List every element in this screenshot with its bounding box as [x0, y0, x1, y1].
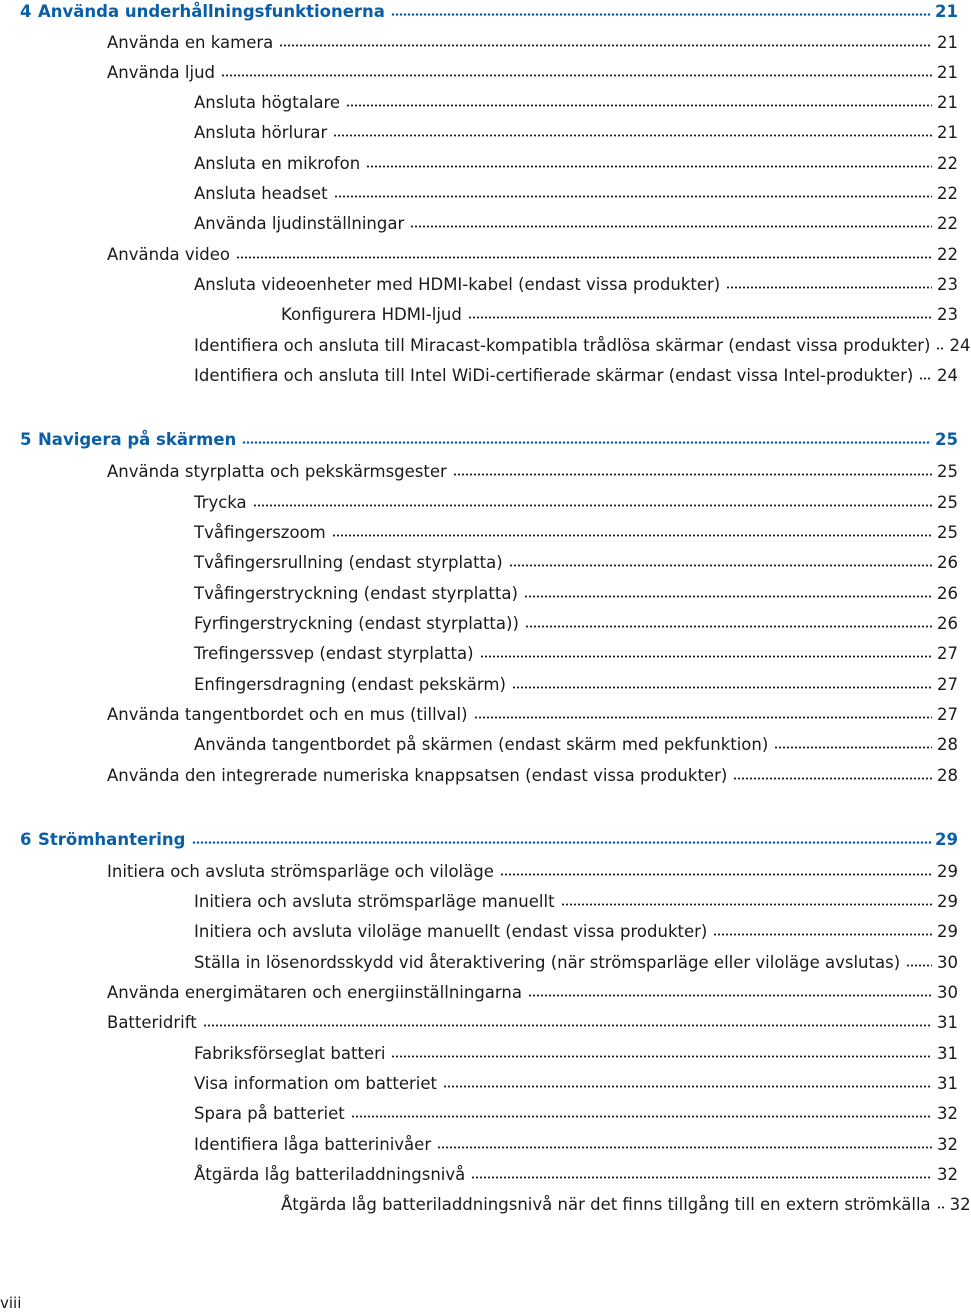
toc-entry[interactable] — [107, 31, 958, 55]
toc-entry[interactable] — [194, 1163, 958, 1187]
toc-entry[interactable] — [107, 981, 958, 1005]
toc-entry-page: 23 — [937, 275, 958, 294]
dot-leader — [500, 873, 932, 876]
toc-entry-title: Åtgärda låg batteriladdningsnivå — [194, 1165, 466, 1184]
toc-entry[interactable] — [194, 334, 971, 358]
dot-leader — [937, 1206, 945, 1209]
toc-entry-title: Visa information om batteriet — [194, 1074, 438, 1093]
toc-entry-title: Använda tangentbordet och en mus (tillval) — [107, 705, 468, 724]
toc-entry-page: 22 — [937, 184, 958, 203]
toc-entry-title: Åtgärda låg batteriladdningsnivå när det finns tillgång till en extern strömkälla — [281, 1195, 931, 1214]
chapter-number: 6 — [20, 830, 32, 849]
toc-entry[interactable] — [107, 860, 958, 884]
dot-leader — [528, 994, 932, 997]
toc-entry-title: Identifiera och ansluta till Intel WiDi-certifierade skärmar (endast vissa Intel-produkter) — [194, 366, 914, 385]
toc-entry-page: 25 — [937, 462, 958, 481]
toc-entry-page: 22 — [937, 154, 958, 173]
toc-chapter-entry[interactable] — [20, 828, 958, 852]
toc-entry-title: Ställa in lösenordsskydd vid återaktivering (när strömsparläge eller viloläge avslutas) — [194, 953, 901, 972]
toc-entry[interactable] — [107, 703, 958, 727]
dot-leader — [332, 534, 932, 537]
toc-entry-title: Ansluta en mikrofon — [194, 154, 361, 173]
dot-leader — [733, 777, 932, 780]
chapter-number: 4 — [20, 2, 32, 21]
toc-entry[interactable] — [194, 951, 958, 975]
toc-entry-title: Strömhantering — [38, 830, 186, 849]
dot-leader — [726, 286, 932, 289]
toc-entry-page: 22 — [937, 245, 958, 264]
dot-leader — [221, 74, 932, 77]
toc-entry[interactable] — [194, 182, 958, 206]
toc-entry-title: Fabriksförseglat batteri — [194, 1044, 386, 1063]
toc-entry-page: 28 — [937, 766, 958, 785]
dot-leader — [480, 655, 932, 658]
dot-leader — [453, 473, 932, 476]
toc-entry[interactable] — [194, 733, 958, 757]
toc-chapter-entry[interactable] — [20, 428, 958, 452]
toc-entry-title: Batteridrift — [107, 1013, 197, 1032]
toc-entry[interactable] — [194, 121, 958, 145]
toc-entry[interactable] — [194, 551, 958, 575]
toc-entry[interactable] — [194, 364, 958, 388]
toc-entry-title: Tvåfingersrullning (endast styrplatta) — [194, 553, 503, 572]
toc-entry[interactable] — [107, 460, 958, 484]
toc-entry-page: 31 — [937, 1074, 958, 1093]
chapter-number: 5 — [20, 430, 32, 449]
toc-entry-title: Använda ljud — [107, 63, 216, 82]
toc-entry-title: Tvåfingerszoom — [194, 523, 326, 542]
toc-entry-title: Initiera och avsluta strömsparläge manuellt — [194, 892, 555, 911]
page-number: viii — [0, 1294, 22, 1312]
dot-leader — [391, 1055, 932, 1058]
toc-entry[interactable] — [194, 920, 958, 944]
dot-leader — [192, 841, 932, 844]
toc-entry-title: Initiera och avsluta strömsparläge och viloläge — [107, 862, 494, 881]
dot-leader — [279, 44, 932, 47]
toc-entry-title: Använda tangentbordet på skärmen (endast skärm med pekfunktion) — [194, 735, 769, 754]
toc-entry-page: 30 — [937, 983, 958, 1002]
toc-entry-title: Spara på batteriet — [194, 1104, 345, 1123]
toc-entry-title: Fyrfingerstryckning (endast styrplatta)) — [194, 614, 519, 633]
toc-chapter-entry[interactable] — [20, 0, 958, 24]
dot-leader — [474, 716, 932, 719]
dot-leader — [524, 595, 932, 598]
toc-entry-title: Använda ljudinställningar — [194, 214, 405, 233]
dot-leader — [561, 903, 932, 906]
toc-entry-title: Ansluta videoenheter med HDMI-kabel (endast vissa produkter) — [194, 275, 721, 294]
toc-entry[interactable] — [194, 1072, 958, 1096]
toc-entry-page: 21 — [935, 2, 958, 21]
toc-entry-page: 21 — [937, 123, 958, 142]
toc-entry-title: Trycka — [194, 493, 247, 512]
dot-leader — [512, 686, 932, 689]
dot-leader — [334, 195, 932, 198]
toc-entry[interactable] — [194, 673, 958, 697]
toc-entry-page: 29 — [937, 862, 958, 881]
toc-entry-page: 25 — [935, 430, 958, 449]
dot-leader — [443, 1085, 932, 1088]
toc-entry[interactable] — [194, 1102, 958, 1126]
toc-entry-page: 32 — [949, 1195, 971, 1214]
toc-entry-page: 25 — [937, 493, 958, 512]
toc-entry-title: Tvåfingerstryckning (endast styrplatta) — [194, 584, 518, 603]
dot-leader — [333, 134, 932, 137]
dot-leader — [346, 104, 932, 107]
dot-leader — [391, 13, 931, 16]
toc-entry-page: 24 — [937, 366, 958, 385]
toc-entry[interactable] — [194, 491, 958, 515]
toc-entry[interactable] — [194, 521, 958, 545]
dot-leader — [525, 625, 932, 628]
toc-entry-page: 31 — [937, 1013, 958, 1032]
toc-entry-title: Använda den integrerade numeriska knappsatsen (endast vissa produkter) — [107, 766, 728, 785]
dot-leader — [437, 1146, 932, 1149]
toc-entry-page: 29 — [937, 892, 958, 911]
dot-leader — [253, 504, 932, 507]
toc-entry-title: Navigera på skärmen — [38, 430, 237, 449]
dot-leader — [410, 225, 932, 228]
toc-entry-page: 26 — [937, 553, 958, 572]
toc-entry-title: Initiera och avsluta viloläge manuellt (endast vissa produkter) — [194, 922, 708, 941]
toc-entry-page: 29 — [935, 830, 958, 849]
toc-entry-page: 31 — [937, 1044, 958, 1063]
toc-entry-title: Trefingerssvep (endast styrplatta) — [194, 644, 474, 663]
dot-leader — [471, 1176, 932, 1179]
dot-leader — [236, 256, 932, 259]
toc-entry-page: 29 — [937, 922, 958, 941]
dot-leader — [203, 1024, 932, 1027]
toc-entry-page: 27 — [937, 644, 958, 663]
dot-leader — [713, 933, 932, 936]
toc-entry-title: Använda underhållningsfunktionerna — [38, 2, 385, 21]
toc-entry[interactable] — [194, 273, 958, 297]
toc-entry-title: Ansluta hörlurar — [194, 123, 328, 142]
toc-entry[interactable] — [107, 61, 958, 85]
toc-entry[interactable] — [281, 1193, 971, 1217]
toc-entry-page: 32 — [937, 1104, 958, 1123]
toc-entry-page: 32 — [937, 1165, 958, 1184]
toc-entry-page: 32 — [937, 1135, 958, 1154]
toc-entry-title: Använda video — [107, 245, 230, 264]
toc-entry[interactable] — [194, 642, 958, 666]
toc-entry-page: 27 — [937, 675, 958, 694]
toc-entry-title: Använda en kamera — [107, 33, 274, 52]
dot-leader — [509, 564, 932, 567]
toc-entry-page: 28 — [937, 735, 958, 754]
toc-entry-page: 22 — [937, 214, 958, 233]
toc-entry-title: Enfingersdragning (endast pekskärm) — [194, 675, 506, 694]
toc-entry-page: 27 — [937, 705, 958, 724]
toc-entry-page: 26 — [937, 584, 958, 603]
toc-entry-title: Konfigurera HDMI-ljud — [281, 305, 462, 324]
dot-leader — [774, 746, 932, 749]
toc-entry-title: Ansluta högtalare — [194, 93, 341, 112]
toc-entry[interactable] — [194, 582, 958, 606]
toc-entry-page: 30 — [937, 953, 958, 972]
dot-leader — [919, 377, 932, 380]
toc-entry[interactable] — [194, 890, 958, 914]
toc-entry-page: 21 — [937, 93, 958, 112]
toc-entry-title: Identifiera låga batterinivåer — [194, 1135, 432, 1154]
toc-entry[interactable] — [107, 243, 958, 267]
toc-entry-title: Ansluta headset — [194, 184, 328, 203]
toc-entry-page: 21 — [937, 63, 958, 82]
dot-leader — [936, 347, 944, 350]
toc-entry[interactable] — [194, 612, 958, 636]
toc-entry[interactable] — [194, 212, 958, 236]
dot-leader — [242, 441, 931, 444]
toc-entry-page: 26 — [937, 614, 958, 633]
toc-entry[interactable] — [194, 91, 958, 115]
toc-entry[interactable] — [194, 1133, 958, 1157]
toc-entry-title: Använda styrplatta och pekskärmsgester — [107, 462, 447, 481]
dot-leader — [366, 165, 932, 168]
toc-entry-page: 25 — [937, 523, 958, 542]
toc-entry[interactable] — [194, 1042, 958, 1066]
dot-leader — [906, 964, 932, 967]
toc-entry-title: Använda energimätaren och energiinställningarna — [107, 983, 522, 1002]
toc-entry-title: Identifiera och ansluta till Miracast-kompatibla trådlösa skärmar (endast vissa produkter) — [194, 336, 931, 355]
toc-entry-page: 23 — [937, 305, 958, 324]
toc-entry[interactable] — [107, 764, 958, 788]
dot-leader — [351, 1115, 932, 1118]
toc-entry-page: 24 — [949, 336, 971, 355]
dot-leader — [468, 316, 932, 319]
toc-entry-page: 21 — [937, 33, 958, 52]
toc-entry[interactable] — [281, 303, 958, 327]
toc-entry[interactable] — [194, 152, 958, 176]
toc-entry[interactable] — [107, 1011, 958, 1035]
